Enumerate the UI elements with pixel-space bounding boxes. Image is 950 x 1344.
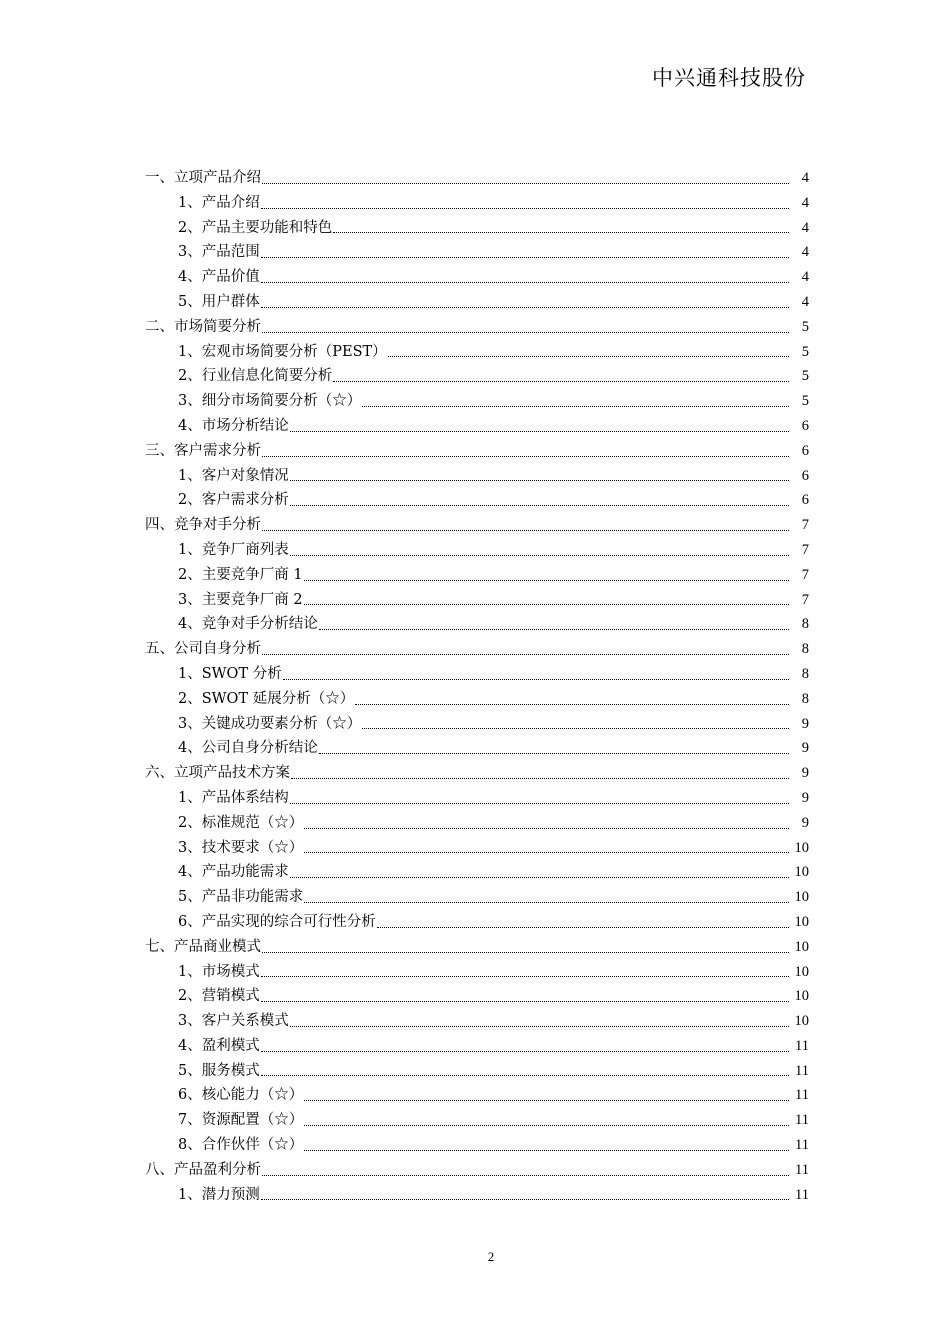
toc-section-entry[interactable] (145, 315, 809, 340)
toc-entry-page-number: 10 (794, 963, 809, 980)
toc-entry-label: 5、服务模式 (178, 1062, 260, 1079)
toc-entry-page-number: 7 (801, 541, 809, 558)
toc-subsection-entry[interactable] (145, 265, 809, 290)
toc-dot-leader (290, 1026, 789, 1027)
toc-entry-label: 六、立项产品技术方案 (145, 765, 290, 782)
toc-entry-page-number: 9 (801, 789, 809, 806)
toc-entry-page-number: 4 (801, 170, 809, 186)
page-header-company: 中兴通科技股份 (652, 66, 806, 90)
toc-entry-page-number: 5 (801, 318, 809, 335)
toc-dot-leader (290, 555, 789, 556)
toc-subsection-entry[interactable] (145, 612, 809, 637)
toc-entry-page-number: 4 (801, 269, 809, 286)
toc-dot-leader (377, 927, 789, 928)
toc-entry-label: 5、产品非功能需求 (178, 889, 304, 906)
toc-dot-leader (290, 431, 789, 432)
toc-section-entry[interactable] (145, 935, 809, 960)
toc-entry-label: 6、核心能力（☆） (178, 1087, 304, 1104)
toc-dot-leader (262, 456, 789, 457)
toc-section-entry[interactable] (145, 1158, 809, 1183)
toc-entry-page-number: 10 (794, 839, 809, 856)
toc-dot-leader (261, 1075, 789, 1076)
toc-subsection-entry[interactable] (145, 1108, 809, 1133)
toc-dot-leader (304, 604, 789, 605)
toc-subsection-entry[interactable] (145, 1059, 809, 1084)
toc-dot-leader (319, 753, 789, 754)
toc-entry-page-number: 8 (801, 616, 809, 633)
toc-entry-label: 5、用户群体 (178, 293, 260, 310)
toc-subsection-entry[interactable] (145, 1009, 809, 1034)
toc-entry-page-number: 11 (795, 1186, 809, 1203)
toc-subsection-entry[interactable] (145, 662, 809, 687)
toc-entry-label: 2、营销模式 (178, 988, 260, 1005)
toc-dot-leader (291, 778, 789, 779)
toc-dot-leader (261, 1051, 789, 1052)
toc-dot-leader (333, 381, 789, 382)
toc-entry-label: 3、客户关系模式 (178, 1013, 289, 1030)
toc-dot-leader (290, 803, 789, 804)
table-of-contents (145, 166, 809, 1207)
toc-entry-label: 4、公司自身分析结论 (178, 740, 318, 757)
toc-entry-label: 2、SWOT 延展分析（☆） (178, 690, 355, 707)
toc-subsection-entry[interactable] (145, 984, 809, 1009)
toc-entry-page-number: 5 (801, 393, 809, 410)
toc-entry-label: 三、客户需求分析 (145, 442, 261, 459)
toc-dot-leader (290, 877, 789, 878)
toc-dot-leader (261, 282, 789, 283)
toc-dot-leader (304, 1125, 789, 1126)
toc-entry-page-number: 8 (801, 641, 809, 658)
toc-entry-label: 二、市场简要分析 (145, 318, 261, 335)
toc-entry-label: 4、市场分析结论 (178, 417, 289, 434)
toc-dot-leader (290, 480, 789, 481)
toc-dot-leader (262, 530, 789, 531)
toc-dot-leader (261, 257, 789, 258)
toc-entry-page-number: 11 (795, 1112, 809, 1129)
toc-entry-label: 一、立项产品介绍 (145, 170, 261, 186)
toc-section-entry[interactable] (145, 513, 809, 538)
toc-subsection-entry[interactable] (145, 216, 809, 241)
toc-entry-label: 七、产品商业模式 (145, 938, 261, 955)
toc-subsection-entry[interactable] (145, 588, 809, 613)
toc-dot-leader (304, 852, 788, 853)
toc-dot-leader (388, 356, 789, 357)
page-number: 2 (487, 1249, 495, 1264)
toc-entry-label: 1、宏观市场简要分析（PEST） (178, 343, 387, 360)
toc-dot-leader (362, 406, 789, 407)
toc-section-entry[interactable] (145, 166, 809, 191)
toc-dot-leader (333, 232, 789, 233)
toc-entry-label: 2、标准规范（☆） (178, 814, 304, 831)
toc-entry-label: 3、主要竞争厂商 2 (178, 591, 303, 608)
toc-dot-leader (304, 1100, 789, 1101)
toc-subsection-entry[interactable] (145, 885, 809, 910)
toc-entry-page-number: 11 (795, 1161, 809, 1178)
toc-entry-label: 3、关键成功要素分析（☆） (178, 715, 362, 732)
toc-dot-leader (261, 208, 789, 209)
toc-dot-leader (290, 505, 789, 506)
toc-entry-label: 2、客户需求分析 (178, 492, 289, 509)
toc-subsection-entry[interactable] (145, 960, 809, 985)
toc-subsection-entry[interactable] (145, 687, 809, 712)
toc-subsection-entry[interactable] (145, 340, 809, 365)
toc-dot-leader (304, 580, 789, 581)
toc-entry-label: 3、产品范围 (178, 244, 260, 261)
toc-entry-page-number: 9 (801, 814, 809, 831)
toc-entry-label: 4、盈利模式 (178, 1037, 260, 1054)
toc-subsection-entry[interactable] (145, 364, 809, 389)
toc-entry-label: 1、产品体系结构 (178, 789, 289, 806)
toc-subsection-entry[interactable] (145, 860, 809, 885)
toc-dot-leader (262, 1175, 789, 1176)
toc-subsection-entry[interactable] (145, 240, 809, 265)
toc-entry-page-number: 4 (801, 194, 809, 211)
toc-subsection-entry[interactable] (145, 1083, 809, 1108)
toc-entry-page-number: 7 (801, 566, 809, 583)
toc-section-entry[interactable] (145, 637, 809, 662)
toc-dot-leader (261, 307, 789, 308)
toc-entry-page-number: 6 (801, 467, 809, 484)
toc-dot-leader (261, 1199, 789, 1200)
toc-entry-page-number: 5 (801, 343, 809, 360)
toc-entry-label: 1、潜力预测 (178, 1186, 260, 1203)
toc-entry-page-number: 4 (801, 244, 809, 261)
toc-entry-label: 4、产品功能需求 (178, 864, 289, 881)
toc-dot-leader (304, 828, 789, 829)
toc-section-entry[interactable] (145, 439, 809, 464)
toc-entry-label: 2、产品主要功能和特色 (178, 219, 333, 236)
toc-entry-page-number: 11 (795, 1087, 809, 1104)
toc-dot-leader (261, 1001, 789, 1002)
toc-entry-page-number: 10 (794, 988, 809, 1005)
toc-entry-label: 1、客户对象情况 (178, 467, 289, 484)
toc-entry-page-number: 9 (801, 765, 809, 782)
toc-entry-page-number: 11 (795, 1062, 809, 1079)
toc-entry-page-number: 10 (794, 938, 809, 955)
toc-entry-label: 2、主要竞争厂商 1 (178, 566, 303, 583)
toc-subsection-entry[interactable] (145, 389, 809, 414)
toc-subsection-entry[interactable] (145, 488, 809, 513)
toc-subsection-entry[interactable] (145, 811, 809, 836)
toc-entry-page-number: 8 (801, 690, 809, 707)
toc-entry-page-number: 9 (801, 740, 809, 757)
toc-subsection-entry[interactable] (145, 1183, 809, 1208)
toc-entry-page-number: 10 (794, 864, 809, 881)
toc-dot-leader (304, 902, 788, 903)
toc-entry-page-number: 7 (801, 591, 809, 608)
toc-subsection-entry[interactable] (145, 538, 809, 563)
toc-entry-label: 3、细分市场简要分析（☆） (178, 393, 362, 410)
toc-entry-label: 1、SWOT 分析 (178, 665, 282, 682)
toc-dot-leader (262, 654, 789, 655)
toc-entry-label: 1、竞争厂商列表 (178, 541, 289, 558)
toc-entry-page-number: 10 (794, 913, 809, 930)
toc-entry-page-number: 11 (795, 1037, 809, 1054)
toc-entry-label: 1、市场模式 (178, 963, 260, 980)
toc-subsection-entry[interactable] (145, 712, 809, 737)
toc-dot-leader (261, 976, 789, 977)
toc-dot-leader (355, 704, 789, 705)
toc-entry-page-number: 4 (801, 293, 809, 310)
toc-entry-label: 3、技术要求（☆） (178, 839, 304, 856)
toc-subsection-entry[interactable] (145, 464, 809, 489)
toc-dot-leader (262, 332, 789, 333)
toc-dot-leader (304, 1150, 789, 1151)
toc-entry-page-number: 6 (801, 417, 809, 434)
toc-entry-page-number: 6 (801, 442, 809, 459)
toc-entry-label: 4、产品价值 (178, 269, 260, 286)
toc-subsection-entry[interactable] (145, 290, 809, 315)
toc-dot-leader (283, 679, 789, 680)
toc-entry-label: 八、产品盈利分析 (145, 1161, 261, 1178)
toc-entry-page-number: 9 (801, 715, 809, 732)
toc-subsection-entry[interactable] (145, 1034, 809, 1059)
toc-entry-label: 1、产品介绍 (178, 194, 260, 211)
toc-entry-page-number: 5 (801, 368, 809, 385)
toc-section-entry[interactable] (145, 761, 809, 786)
toc-dot-leader (262, 952, 789, 953)
toc-subsection-entry[interactable] (145, 836, 809, 861)
toc-dot-leader (362, 728, 789, 729)
toc-subsection-entry[interactable] (145, 736, 809, 761)
toc-subsection-entry[interactable] (145, 910, 809, 935)
toc-entry-label: 2、行业信息化简要分析 (178, 368, 333, 385)
toc-dot-leader (262, 183, 789, 184)
toc-entry-label: 8、合作伙伴（☆） (178, 1137, 304, 1154)
toc-subsection-entry[interactable] (145, 1133, 809, 1158)
toc-subsection-entry[interactable] (145, 191, 809, 216)
toc-entry-label: 7、资源配置（☆） (178, 1112, 304, 1129)
toc-entry-page-number: 8 (801, 665, 809, 682)
toc-entry-label: 五、公司自身分析 (145, 641, 261, 658)
toc-entry-page-number: 11 (795, 1137, 809, 1154)
toc-entry-page-number: 7 (801, 517, 809, 534)
toc-entry-page-number: 10 (794, 1013, 809, 1030)
toc-subsection-entry[interactable] (145, 786, 809, 811)
toc-subsection-entry[interactable] (145, 563, 809, 588)
toc-entry-page-number: 4 (801, 219, 809, 236)
toc-entry-label: 4、竞争对手分析结论 (178, 616, 318, 633)
toc-subsection-entry[interactable] (145, 414, 809, 439)
toc-entry-label: 四、竞争对手分析 (145, 517, 261, 534)
toc-entry-page-number: 10 (794, 889, 809, 906)
toc-entry-label: 6、产品实现的综合可行性分析 (178, 913, 376, 930)
toc-dot-leader (319, 629, 789, 630)
toc-entry-page-number: 6 (801, 492, 809, 509)
